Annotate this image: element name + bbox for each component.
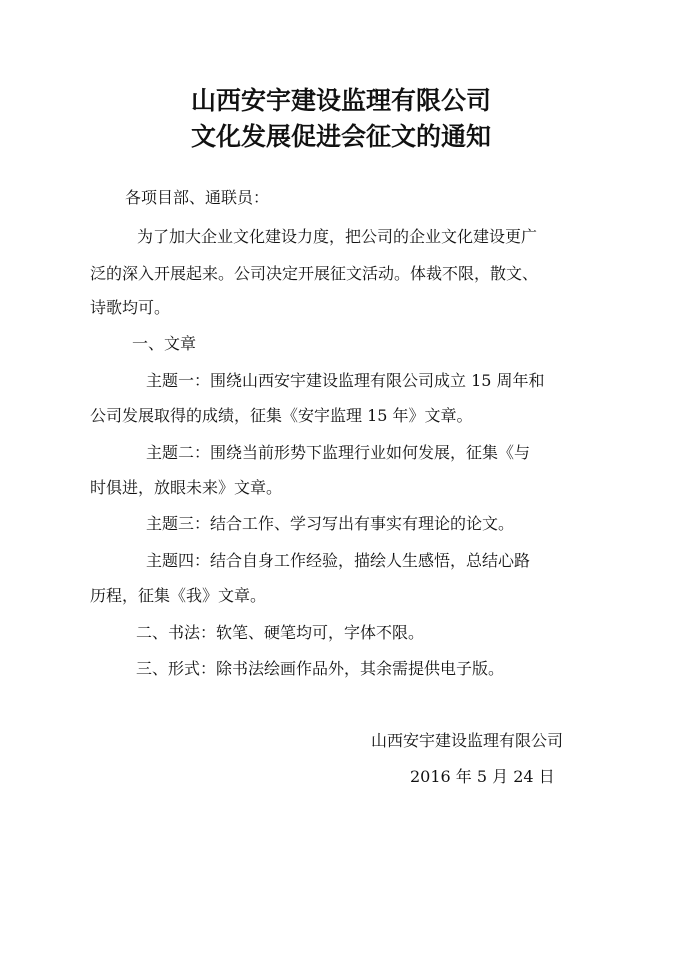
intro-line-1: 为了加大企业文化建设力度，把公司的企业文化建设更广 [137, 227, 538, 246]
signature-date: 2016 年 5 月 24 日 [410, 767, 555, 786]
intro-line-2: 泛的深入开展起来。公司决定开展征文活动。体裁不限，散文、 [90, 264, 539, 283]
section2-calligraphy: 二、书法：软笔、硬笔均可，字体不限。 [136, 623, 425, 642]
document-title-line2: 文化发展促进会征文的通知 [190, 122, 491, 151]
section1-heading: 一、文章 [132, 334, 197, 353]
topic2-line-1: 主题二：围绕当前形势下监理行业如何发展，征集《与 [146, 443, 531, 462]
salutation: 各项目部、通联员： [125, 188, 270, 207]
document-title-line1: 山西安宇建设监理有限公司 [190, 86, 491, 115]
topic1-line-1: 主题一：围绕山西安宇建设监理有限公司成立 15 周年和 [146, 371, 545, 390]
signature-organization: 山西安宇建设监理有限公司 [371, 731, 564, 750]
topic3-line-1: 主题三：结合工作、学习写出有事实有理论的论文。 [146, 514, 515, 533]
topic1-line-2: 公司发展取得的成绩，征集《安宇监理 15 年》文章。 [90, 406, 473, 425]
section3-format: 三、形式：除书法绘画作品外，其余需提供电子版。 [136, 659, 505, 678]
topic2-line-2: 时俱进，放眼未来》文章。 [90, 478, 283, 497]
topic4-line-2: 历程，征集《我》文章。 [90, 586, 267, 605]
intro-line-3: 诗歌均可。 [90, 298, 171, 317]
topic4-line-1: 主题四：结合自身工作经验，描绘人生感悟，总结心路 [146, 551, 531, 570]
